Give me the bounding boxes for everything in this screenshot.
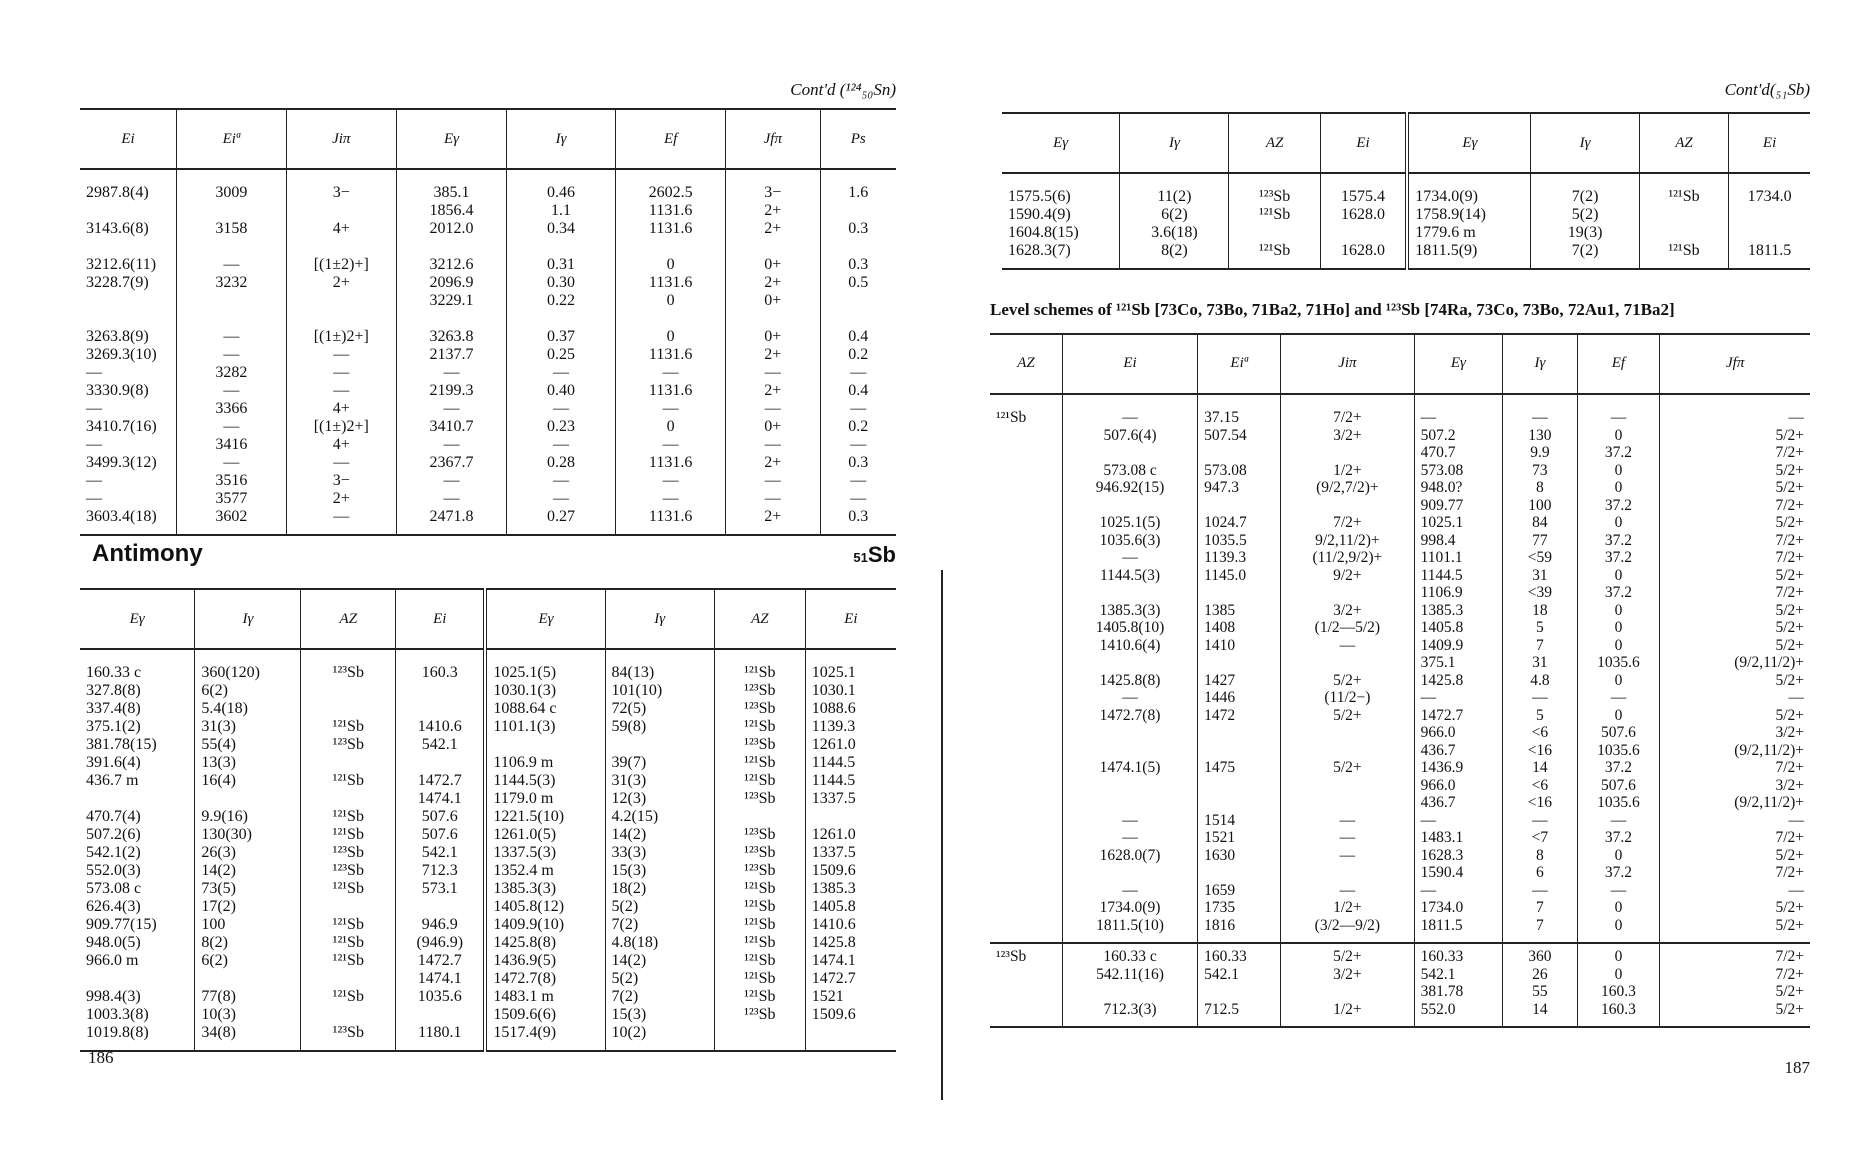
sn-col-igamma: 0.46 1.1 0.34 0.31 0.30 0.22 0.37 0.25 — 0.40 — 0.23 — 0.28 — — 0.27 (506, 169, 615, 535)
lvl-123-igamma: 360 26 55 14 (1503, 943, 1577, 1027)
sb-col-igamma-a: 360(120) 6(2) 5.4(18) 31(3) 55(4) 13(3) 16(4) 9.9(16) 130(30) 26(3) 14(2) 73(5) 17(2) 100 8(2) 6(2) 77(8) 10(3) 34(8) (195, 649, 301, 1051)
lvl-123-ji: 5/2+ 3/2+ 1/2+ (1281, 943, 1414, 1027)
right-page (990, 0, 1810, 1152)
sb-col-egamma-a: 160.33 c 327.8(8) 337.4(8) 375.1(2) 381.78(15) 391.6(4) 436.7 m 470.7(4) 507.2(6) 542.1(2) 552.0(3) 573.08 c 626.4(3) 909.77(15) 948.0(5) 966.0 m 998.4(3) 1003.3(8) 1019.8(8) (86, 664, 157, 1041)
sn-header-3: Eγ (397, 109, 507, 169)
sbc-col-1: 11(2) 6(2) 3.6(18) 8(2) (1120, 173, 1229, 269)
sn-col-ps: 1.6 0.3 0.3 0.5 0.4 0.2 — 0.4 — 0.2 — 0.3 — — 0.3 (820, 169, 896, 535)
lvl-group-123 (990, 943, 1810, 1027)
sb-header-4: Eγ (485, 589, 605, 649)
sn-header-0: Ei (121, 131, 135, 147)
sn-col-eia: 3009 3158 — 3232 — — 3282 — 3366 — 3416 — 3516 3577 3602 (177, 169, 286, 535)
lvl-123-ef: 0 0 160.3 160.3 (1577, 943, 1660, 1027)
lvl-123-egamma: 160.33 542.1 381.78 552.0 (1414, 943, 1503, 1027)
sbc-header-7: Ei (1729, 113, 1810, 173)
sb-col-egamma-b: 1025.1(5) 1030.1(3) 1088.64 c 1101.1(3) 1106.9 m 1144.5(3) 1179.0 m 1221.5(10) 1261.0(5) 1337.5(3) 1352.4 m 1385.3(3) 1405.8(12) 1409.9(10) 1425.8(8) 1436.9(5) 1472.7(8) 1483.1 m 1509.6(6) 1517.4(9) (485, 649, 605, 1051)
sn-header-1: Eiª (177, 109, 286, 169)
sn-col-jf: 3− 2+ 2+ 0+ 2+ 0+ 0+ 2+ — 2+ — 0+ — 2+ — — 2+ (726, 169, 820, 535)
lvl-121-egamma: — 507.2 470.7 573.08 948.0? 909.77 1025.1 998.4 1101.1 1144.5 1106.9 1385.3 1405.8 1409.9 375.1 1425.8 — 1472.7 966.0 436.7 1436.9 966.0 436.7 — 1483.1 1628.3 1590.4 — 1734.0 1811.5 (1414, 394, 1503, 943)
sbc-col-5: 7(2) 5(2) 19(3) 7(2) (1531, 173, 1639, 269)
sbc-header-1: Iγ (1120, 113, 1229, 173)
lvl-123-ei: 160.33 c 542.11(16) 712.3(3) (1062, 943, 1197, 1027)
sbc-header-2: AZ (1229, 113, 1320, 173)
sb-col-ei-a: 160.3 1410.6 542.1 1472.7 1474.1 507.6 507.6 542.1 712.3 573.1 946.9 (946.9) 1472.7 1474.1 1035.6 1180.1 (396, 649, 486, 1051)
sbc-header-6: AZ (1639, 113, 1728, 173)
sn-header-5: Ef (616, 109, 726, 169)
lvl-121-eia: 37.15 507.54 573.08 947.3 1024.7 1035.5 1139.3 1145.0 1385 1408 1410 1427 1446 1472 1475 1514 1521 1630 1659 1735 1816 (1198, 394, 1281, 943)
sbc-header-0: Eγ (1053, 135, 1069, 151)
page-number-left: 186 (88, 1048, 114, 1067)
lvl-123-jf: 7/2+ 7/2+ 5/2+ 5/2+ (1660, 943, 1810, 1027)
sn-header-2: Jiπ (286, 109, 396, 169)
sn-header-6: Jfπ (726, 109, 820, 169)
sbc-col-0: 1575.5(6) 1590.4(9) 1604.8(15) 1628.3(7) (1008, 188, 1079, 259)
sn-col-ji: 3− 4+ [(1±2)+] 2+ [(1±)2+] — — — 4+ [(1±)2+] 4+ — 3− 2+ — (286, 169, 396, 535)
sb-cont-table (1002, 112, 1810, 270)
sn-col-egamma: 385.1 1856.4 2012.0 3212.6 2096.9 3229.1 3263.8 2137.7 — 2199.3 — 3410.7 — 2367.7 — — 2471.8 (397, 169, 507, 535)
lvl-header-0: AZ (1017, 355, 1035, 372)
lvl-123-eia: 160.33 542.1 712.5 (1198, 943, 1281, 1027)
section-symbol-text: Sb (867, 542, 896, 567)
lvl-header-2: Eiª (1198, 334, 1281, 394)
lvl-header-6: Ef (1577, 334, 1660, 394)
lvl-header-7: Jfπ (1660, 334, 1810, 394)
sb-header-3: Ei (396, 589, 486, 649)
sb-header-2: AZ (301, 589, 396, 649)
page-number-right: 187 (1784, 1058, 1810, 1077)
sn-header-7: Ps (820, 109, 896, 169)
sb-header-5: Iγ (605, 589, 714, 649)
lvl-header-4: Eγ (1414, 334, 1503, 394)
sbc-col-2: ¹²³Sb ¹²¹Sb ¹²¹Sb (1229, 173, 1320, 269)
sbc-col-7: 1734.0 1811.5 (1729, 173, 1810, 269)
lvl-header-1: Ei (1062, 334, 1197, 394)
lvl-121-az: ¹²¹Sb (996, 409, 1027, 426)
section-symbol-z: 51 (853, 550, 868, 565)
sbc-header-5: Iγ (1531, 113, 1639, 173)
sbc-col-3: 1575.4 1628.0 1628.0 (1320, 173, 1407, 269)
sn-col-ei: 2987.8(4) 3143.6(8) 3212.6(11) 3228.7(9) 3263.8(9) 3269.3(10) — 3330.9(8) — 3410.7(16) — 3499.3(12) — — 3603.4(18) (86, 184, 157, 525)
sb-header-6: AZ (714, 589, 805, 649)
sn-table (80, 108, 896, 536)
lvl-121-ei: — 507.6(4) 573.08 c 946.92(15) 1025.1(5) 1035.6(3) — 1144.5(3) 1385.3(3) 1405.8(10) 1410.6(4) 1425.8(8) — 1472.7(8) 1474.1(5) — — 1628.0(7) — 1734.0(9) 1811.5(10) (1062, 394, 1197, 943)
section-symbol (853, 542, 896, 568)
sn-header-4: Iγ (506, 109, 615, 169)
sb-header-1: Iγ (195, 589, 301, 649)
lvl-121-ef: — 0 37.2 0 0 37.2 0 37.2 37.2 0 37.2 0 0 0 1035.6 0 — 0 507.6 1035.6 37.2 507.6 1035.6 — 37.2 0 37.2 — 0 0 (1577, 394, 1660, 943)
section-title: Antimony (92, 540, 203, 567)
sbc-body-row (1002, 173, 1810, 269)
sb-col-az-a: ¹²³Sb ¹²¹Sb ¹²³Sb ¹²¹Sb ¹²¹Sb ¹²¹Sb ¹²³Sb ¹²³Sb ¹²¹Sb ¹²¹Sb ¹²¹Sb ¹²¹Sb ¹²¹Sb ¹²³Sb (301, 649, 396, 1051)
lvl-header-5: Iγ (1503, 334, 1577, 394)
sbc-col-4: 1734.0(9) 1758.9(14) 1779.6 m 1811.5(9) (1407, 173, 1531, 269)
sbc-col-6: ¹²¹Sb ¹²¹Sb (1639, 173, 1728, 269)
book-spine (941, 570, 943, 1100)
sn-body-row (80, 169, 896, 535)
lvl-123-az: ¹²³Sb (996, 948, 1027, 965)
left-cont-header: Cont'd (¹²⁴₅₀Sn) (790, 80, 896, 99)
lvl-group-121 (990, 394, 1810, 943)
sbc-header-3: Ei (1320, 113, 1407, 173)
level-heading: Level schemes of ¹²¹Sb [73Co, 73Bo, 71Ba2, 71Ho] and ¹²³Sb [74Ra, 73Co, 73Bo, 72Au1, 71Ba2] (990, 300, 1675, 319)
sb-header-0: Eγ (129, 611, 145, 627)
sb-table (80, 588, 896, 1052)
sbc-header-4: Eγ (1407, 113, 1531, 173)
sb-header-7: Ei (805, 589, 896, 649)
sb-col-igamma-b: 84(13) 101(10) 72(5) 59(8) 39(7) 31(3) 12(3) 4.2(15) 14(2) 33(3) 15(3) 18(2) 5(2) 7(2) 4.8(18) 14(2) 5(2) 7(2) 15(3) 10(2) (605, 649, 714, 1051)
sb-body-row (80, 649, 896, 1051)
lvl-121-igamma: — 130 9.9 73 8 100 84 77 <59 31 <39 18 5 7 31 4.8 — 5 <6 <16 14 <6 <16 — <7 8 6 — 7 7 (1503, 394, 1577, 943)
lvl-header-3: Jiπ (1281, 334, 1414, 394)
level-table (990, 333, 1810, 1028)
sb-col-az-b: ¹²¹Sb ¹²³Sb ¹²³Sb ¹²¹Sb ¹²³Sb ¹²¹Sb ¹²¹Sb ¹²³Sb ¹²³Sb ¹²³Sb ¹²³Sb ¹²¹Sb ¹²¹Sb ¹²¹Sb ¹²¹Sb ¹²¹Sb ¹²¹Sb ¹²¹Sb ¹²³Sb (714, 649, 805, 1051)
lvl-121-ji: 7/2+ 3/2+ 1/2+ (9/2,7/2)+ 7/2+ 9/2,11/2)+ (11/2,9/2)+ 9/2+ 3/2+ (1/2—5/2) — 5/2+ (11/2−) 5/2+ 5/2+ — — — — 1/2+ (3/2—9/2) (1281, 394, 1414, 943)
right-cont-header: Cont'd(₅₁Sb) (1724, 80, 1810, 99)
lvl-121-jf: — 5/2+ 7/2+ 5/2+ 5/2+ 7/2+ 5/2+ 7/2+ 7/2+ 5/2+ 7/2+ 5/2+ 5/2+ 5/2+ (9/2,11/2)+ 5/2+ — 5/2+ 3/2+ (9/2,11/2)+ 7/2+ 3/2+ (9/2,11/2)+ — 7/2+ 5/2+ 7/2+ — 5/2+ 5/2+ (1660, 394, 1810, 943)
sb-col-ei-b: 1025.1 1030.1 1088.6 1139.3 1261.0 1144.5 1144.5 1337.5 1261.0 1337.5 1509.6 1385.3 1405.8 1410.6 1425.8 1474.1 1472.7 1521 1509.6 (805, 649, 896, 1051)
left-page (80, 0, 896, 1152)
sn-col-ef: 2602.5 1131.6 1131.6 0 1131.6 0 0 1131.6 — 1131.6 — 0 — 1131.6 — — 1131.6 (616, 169, 726, 535)
